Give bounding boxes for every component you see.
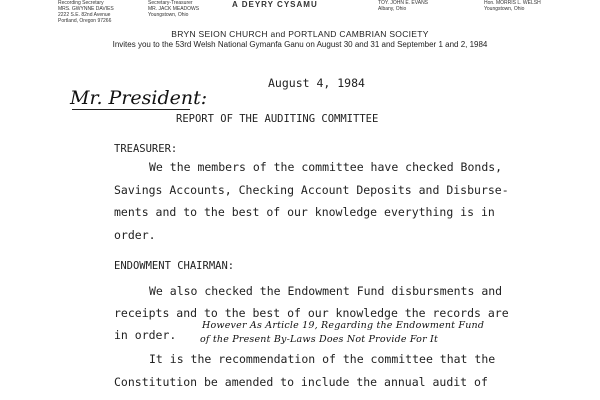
treasurer-line-3: ments and to the best of our knowledge everything is in <box>114 205 495 219</box>
letterhead-invitation: Invites you to the 53rd Welsh National Gymanfa Ganu on August 30 and 31 and September 1 and 2, 1984 <box>112 40 488 49</box>
letterhead-secretary-treasurer: Secretary-Treasurer MR. JACK MEADOWS Youngstown, Ohio <box>148 0 200 18</box>
treasurer-line-1: We the members of the committee have checked Bonds, <box>149 160 503 174</box>
letterhead-welsh-motto: A DEYRY CYSAMU <box>232 0 318 9</box>
endowment-line-1: We also checked the Endowment Fund disbursments and <box>149 284 503 298</box>
treasurer-line-2: Savings Accounts, Checking Account Deposits and Disburse- <box>114 183 509 197</box>
endowment-line-2: receipts and to the best of our knowledge the records are <box>114 306 509 320</box>
treasurer-line-4: order. <box>114 228 156 242</box>
handwritten-note-line-1: However As Article 19, Regarding the Endowment Fund <box>202 320 485 331</box>
endowment-heading: ENDOWMENT CHAIRMAN: <box>114 260 235 272</box>
letterhead-officer-right-mid: TOY. JOHN E. EVANS Albany, Ohio <box>378 0 429 12</box>
handwritten-salutation: Mr. President: <box>70 87 208 109</box>
treasurer-heading: TREASURER: <box>114 143 178 155</box>
letter-date: August 4, 1984 <box>268 76 365 90</box>
handwritten-note-line-2: of the Present By-Laws Does Not Provide For It <box>200 334 439 345</box>
recommendation-line-2: Constitution be amended to include the annual audit of <box>114 375 488 389</box>
recommendation-line-1: It is the recommendation of the committee that the <box>149 352 496 366</box>
salutation-underline <box>72 109 190 110</box>
letterhead-officer-right: Hon. MORRIS L. WELSH Youngstown, Ohio <box>484 0 541 12</box>
letterhead-recording-secretary: Recording Secretary MRS. GWYNNE DAVIES 2222 S.E. 82nd Avenue Portland, Oregon 97266 <box>58 0 114 24</box>
report-title: REPORT OF THE AUDITING COMMITTEE <box>176 113 379 125</box>
endowment-line-3: in order. <box>114 328 177 342</box>
letterhead-org-title: BRYN SEION CHURCH and PORTLAND CAMBRIAN SOCIETY <box>171 29 429 39</box>
